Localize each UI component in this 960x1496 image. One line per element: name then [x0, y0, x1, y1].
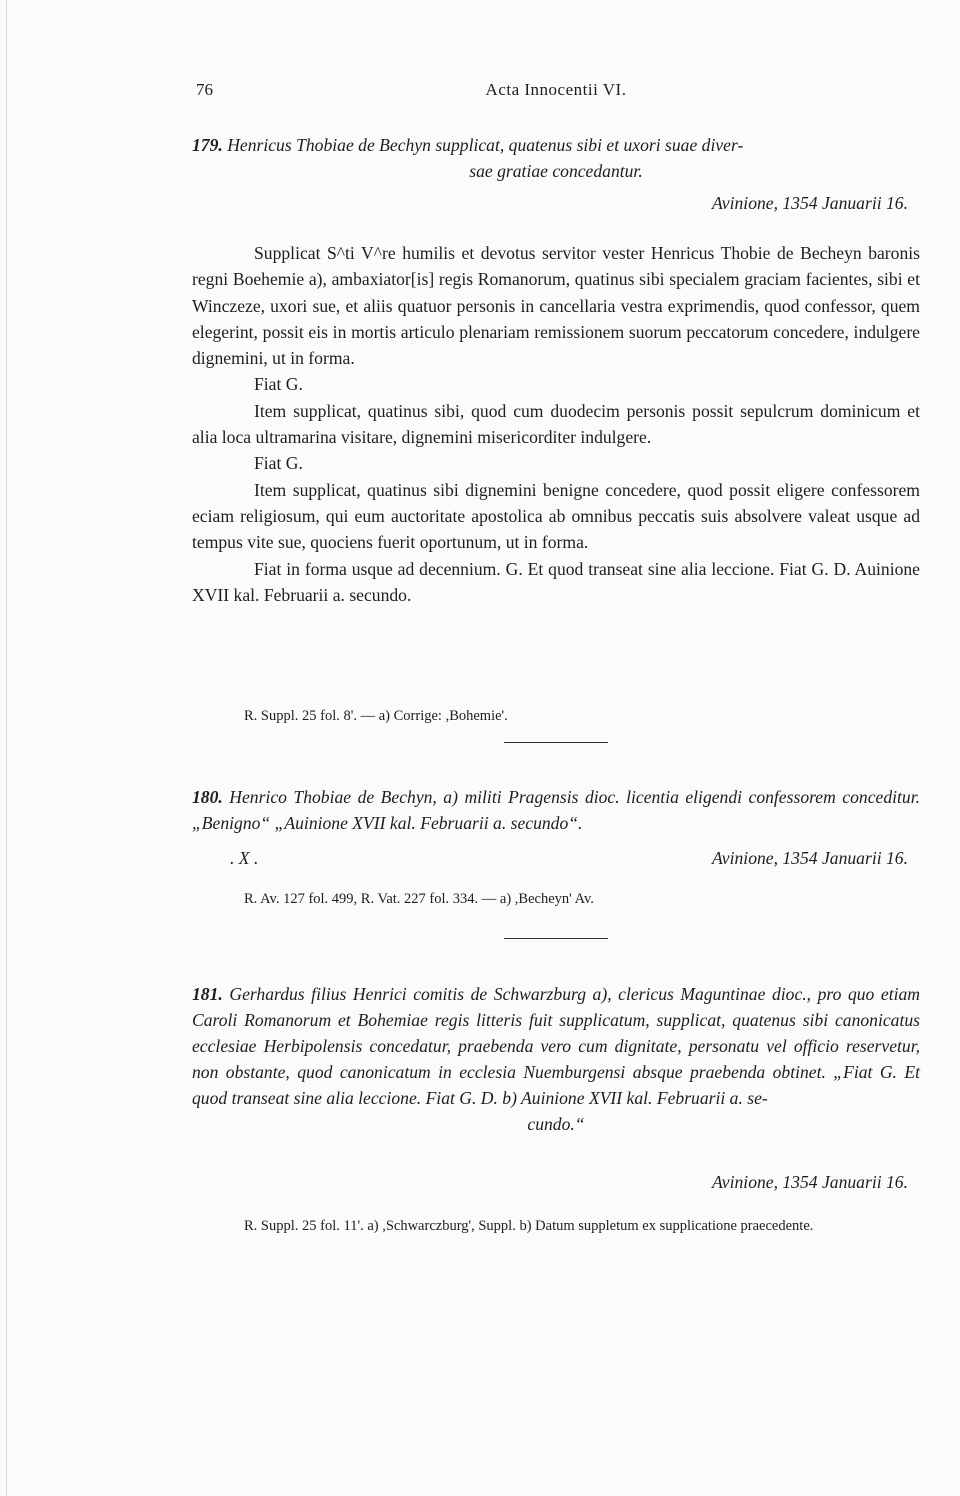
page-number: 76	[196, 80, 213, 99]
running-title: Acta Innocentii VI.	[485, 80, 627, 99]
separator-rule	[504, 938, 608, 939]
fiat-line: Fiat G.	[254, 453, 303, 474]
fiat-line: Fiat G.	[254, 374, 303, 395]
entry-180-date: Avinione, 1354 Januarii 16.	[712, 848, 908, 868]
paragraph: Item supplicat, quatinus sibi, quod cum duodecim personis possit sepulcrum dominicum et alia loca ultramarina visitare, dignemini misericorditer indulgere.	[192, 400, 920, 448]
footnote: R. Av. 127 fol. 499, R. Vat. 227 fol. 334. — a) ,Becheyn' Av.	[244, 891, 594, 907]
entry-180-note	[192, 889, 920, 909]
entry-179-title	[192, 132, 920, 184]
entry-title-center: cundo.“	[527, 1114, 585, 1134]
paragraph: Supplicat S^ti V^re humilis et devotus servitor vester Henricus Thobie de Becheyn baronis regni Boehemie a), ambaxiator[is] regis Romanorum, quatinus sibi specialem graciam facientes, sibi et Winczeze, uxori sue, et aliis quatuor personis in cancellaria vestra exprimendis, quod confessor, quem elegerint, possit eis in mortis articulo plenariam remissionem suorum peccatorum concedere, indulgere dignemini, ut in forma.	[192, 243, 920, 369]
footnote: R. Suppl. 25 fol. 11'. a) ,Schwarczburg', Suppl. b) Datum suppletum ex supplicatione praecedente.	[244, 1218, 814, 1234]
entry-title-text: Henricus Thobiae de Bechyn supplicat, quatenus sibi et uxori suae diver-	[227, 135, 744, 155]
paragraph: Fiat in forma usque ad decennium. G. Et quod transeat sine alia leccione. Fiat G. D. Auinione XVII kal. Februarii a. secundo.	[192, 558, 920, 605]
x-mark: . X .	[230, 848, 259, 868]
separator-rule	[504, 742, 608, 743]
entry-180-title	[192, 784, 920, 836]
footnote: R. Suppl. 25 fol. 8'. — a) Corrige: ,Bohemie'.	[244, 708, 508, 724]
entry-number: 180.	[192, 787, 223, 807]
entry-number: 181.	[192, 984, 223, 1004]
entry-181-title	[192, 981, 920, 1137]
entry-title-text: Gerhardus filius Henrici comitis de Schwarzburg a), clericus Maguntinae dioc., pro quo etiam Caroli Romanorum et Bohemiae regis litteris fuit supplicatum, supplicat, quatenus sibi canonicatus ecclesiae Herbipolensis concedatur, praebenda vero cum dignitate, personatu vel officio reservetur, non obstante, quod canonicatum in ecclesia Nuemburgensi absque praebenda obtinet. „Fiat G. Et quod transeat sine alia leccione. Fiat G. D. b) Auinione XVII kal. Februarii a. se-	[192, 984, 920, 1108]
entry-181-date: Avinione, 1354 Januarii 16.	[712, 1172, 908, 1192]
entry-title-center: sae gratiae concedantur.	[469, 161, 643, 181]
entry-title-text: Henrico Thobiae de Bechyn, a) militi Pragensis dioc. licentia eligendi confessorem conceditur. „Benigno“ „Auinione XVII kal. Februarii a. secundo“.	[192, 787, 920, 833]
entry-181-note	[192, 1216, 920, 1236]
entry-179-note	[192, 706, 920, 726]
paragraph: Item supplicat, quatinus sibi dignemini benigne concedere, quod possit eligere confessorem eciam religiosum, qui eum auctoritate apostolica ab omnibus peccatis suis absolvere valeat usque ad tempus vite sue, quociens fuerit oportunum, ut in forma.	[192, 479, 920, 553]
page-edge-line	[6, 0, 7, 1496]
entry-179-body	[192, 240, 920, 608]
entry-179-date: Avinione, 1354 Januarii 16.	[712, 193, 908, 213]
entry-number: 179.	[192, 135, 223, 155]
